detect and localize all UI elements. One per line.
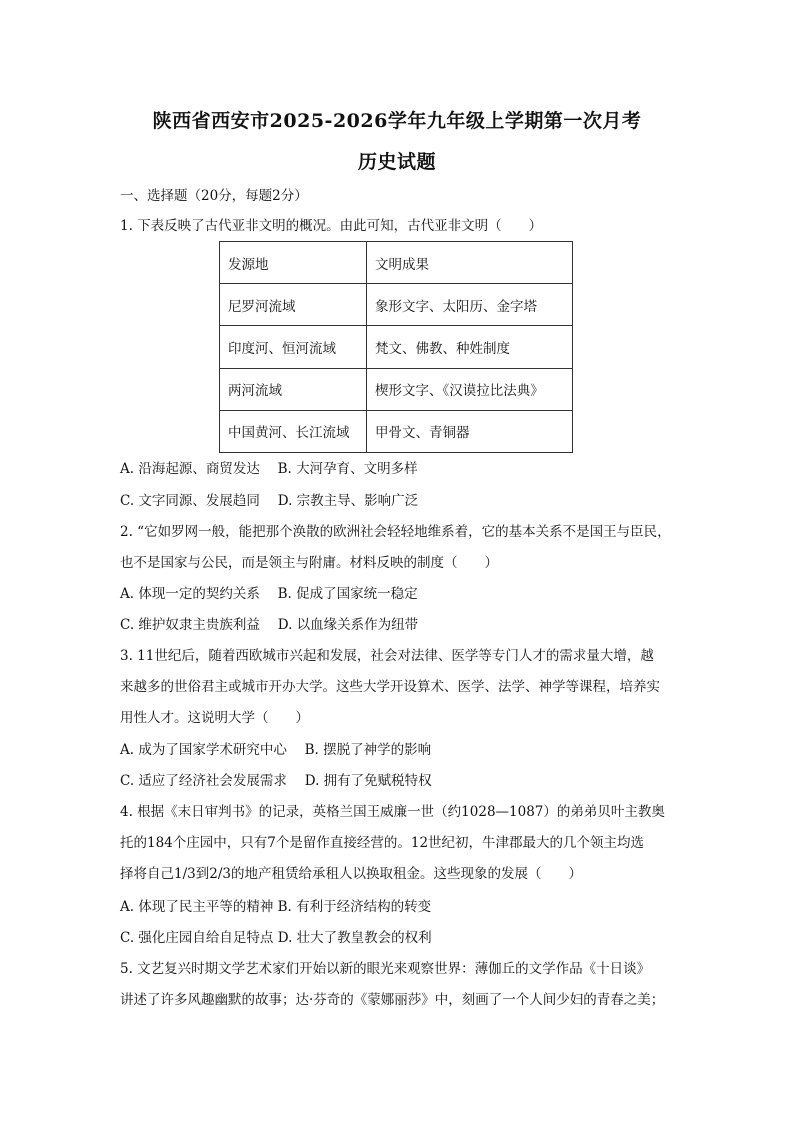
question-2-stem-line: 也不是国家与公民，而是领主与附庸。材料反映的制度（ ） <box>120 555 498 571</box>
question-3-options-cd: C. 适应了经济社会发展需求 D. 拥有了免赋税特权 <box>120 773 432 789</box>
question-2-options-cd: C. 维护奴隶主贵族利益 D. 以血缘关系作为纽带 <box>120 617 419 633</box>
question-1-options-cd: C. 文字同源、发展趋同 D. 宗教主导、影响广泛 <box>120 493 419 509</box>
question-3-stem-line: 来越多的世俗君主或城市开办大学。这些大学开设算术、医学、法学、神学等课程，培养实 <box>120 679 660 695</box>
table-cell: 中国黄河、长江流域 <box>220 410 367 452</box>
table-header-cell: 文明成果 <box>367 242 573 284</box>
question-5-stem-line: 5. 文艺复兴时期文学艺术家们开始以新的眼光来观察世界：薄伽丘的文学作品《十日谈》 <box>120 961 651 977</box>
table-cell: 楔形文字、《汉谟拉比法典》 <box>367 368 573 410</box>
question-4-stem-line: 托的184个庄园中，只有7个是留作直接经营的。12世纪初，牛津郡最大的几个领主均选 <box>120 835 645 851</box>
table-cell: 甲骨文、青铜器 <box>367 410 573 452</box>
table-cell: 梵文、佛教、种姓制度 <box>367 326 573 368</box>
question-4-options-ab: A. 体现了民主平等的精神 B. 有利于经济结构的转变 <box>120 899 432 915</box>
table-header-row <box>220 242 573 284</box>
exam-title: 陕西省西安市2025-2026学年九年级上学期第一次月考 <box>152 110 642 132</box>
table-row <box>220 410 573 452</box>
question-3-stem-line: 3. 11世纪后，随着西欧城市兴起和发展，社会对法律、医学等专门人才的需求量大增，越 <box>120 648 654 664</box>
civilization-table <box>219 241 573 453</box>
question-3-options-ab: A. 成为了国家学术研究中心 B. 摆脱了神学的影响 <box>120 742 432 758</box>
question-2-options-ab: A. 体现一定的契约关系 B. 促成了国家统一稳定 <box>120 586 418 602</box>
question-1-options-ab: A. 沿海起源、商贸发达 B. 大河孕育、文明多样 <box>120 461 418 477</box>
table-row <box>220 326 573 368</box>
question-2-stem-line: 2. “它如罗网一般，能把那个涣散的欧洲社会轻轻地维系着，它的基本关系不是国王与臣民， <box>120 524 671 540</box>
exam-subject: 历史试题 <box>357 151 436 173</box>
table-header-cell: 发源地 <box>220 242 367 284</box>
table-row <box>220 284 573 326</box>
table-cell: 印度河、恒河流域 <box>220 326 367 368</box>
table-cell: 象形文字、太阳历、金字塔 <box>367 284 573 326</box>
table-row <box>220 368 573 410</box>
question-5-stem-line: 讲述了许多风趣幽默的故事；达·芬奇的《蒙娜丽莎》中，刻画了一个人间少妇的青春之美； <box>120 992 665 1008</box>
question-3-stem-line: 用性人才。这说明大学（ ） <box>120 710 309 726</box>
question-4-options-cd: C. 强化庄园自给自足特点 D. 壮大了教皇教会的权利 <box>120 930 432 946</box>
table-cell: 尼罗河流域 <box>220 284 367 326</box>
question-4-stem-line: 择将自己1/3到2/3的地产租赁给承租人以换取租金。这些现象的发展（ ） <box>120 866 582 882</box>
question-1-stem: 1. 下表反映了古代亚非文明的概况。由此可知，古代亚非文明（ ） <box>120 218 543 234</box>
question-4-stem-line: 4. 根据《末日审判书》的记录，英格兰国王威廉一世（约1028—1087）的弟弟贝叶主教奥 <box>120 804 665 820</box>
section-heading: 一、选择题（20分，每题2分） <box>120 188 308 204</box>
table-cell: 两河流域 <box>220 368 367 410</box>
